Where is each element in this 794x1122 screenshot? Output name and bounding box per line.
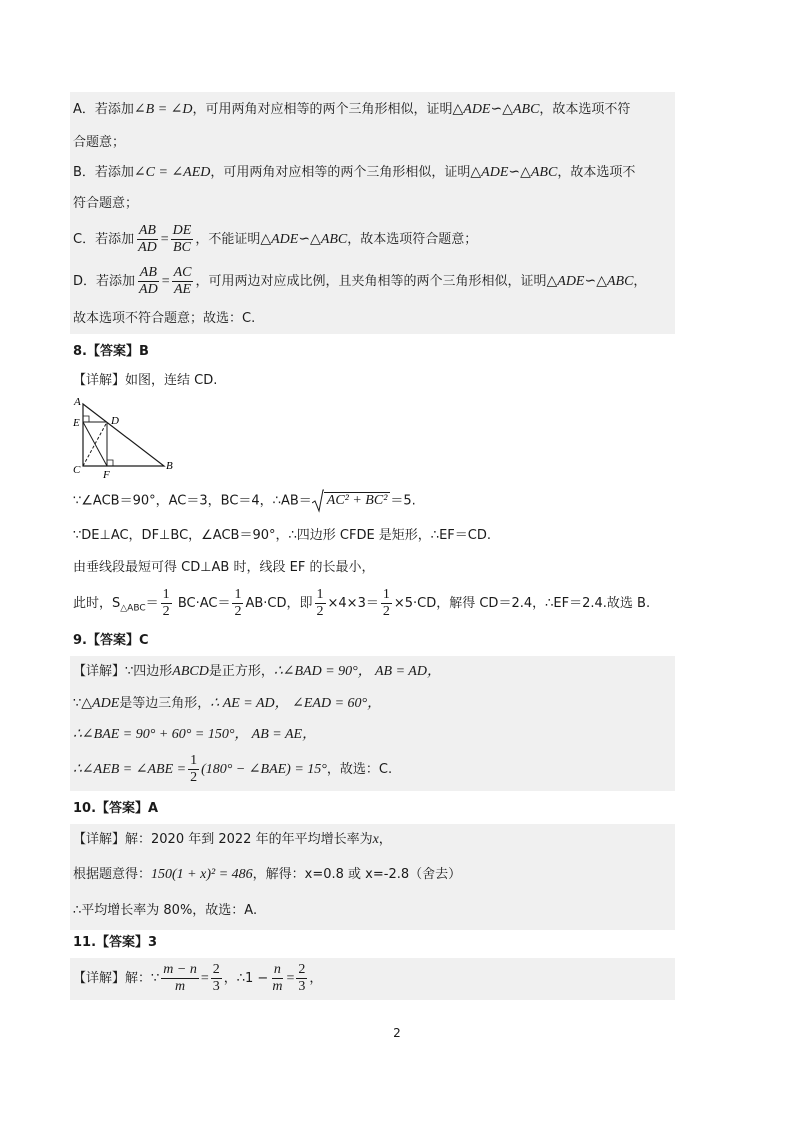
fraction: $\frac{AB}{AD}$ [138, 223, 157, 255]
label-f: F [103, 469, 110, 480]
fraction: $\frac{AC}{AE}$ [173, 265, 192, 297]
q9-line-4: ∴∠AEB = ∠ABE = $\frac{1}{2}$ (180° − ∠BAE) = 15°，故选：C. [73, 753, 393, 785]
sqrt-icon: AC² + BC² [312, 487, 391, 515]
q8-triangle-figure [70, 395, 180, 480]
q11-answer-header: 11.【答案】3 [73, 935, 158, 950]
q8-line-4: 此时，$S_{\triangle ABC}=$ $\frac{1}{2}$ BC·AC＝ $\frac{1}{2}$ AB·CD，即 $\frac{1}{2}$ ×4×3＝ $\frac{1}{2}$ ×5·CD，解得 CD＝2.4，∴EF＝2.4.故选 B. [73, 587, 651, 619]
q10-line-2: 根据题意得：150(1 + x)² = 486，解得：x=0.8 或 x=-2.8（舍去） [73, 867, 462, 882]
fraction: $\frac{2}{3}$ [298, 962, 306, 994]
fraction: $\frac{AB}{AD}$ [139, 265, 158, 297]
q11-line-1: 【详解】解：∵ $\frac{m - n}{m}$ = $\frac{2}{3}$ ，∴1 − $\frac{n}{m}$ = $\frac{2}{3}$ ， [73, 962, 323, 994]
q7-option-d: D．若添加 $\frac{AB}{AD}$ = $\frac{AC}{AE}$ ，可用两边对应成比例，且夹角相等的两个三角形相似，证明△ADE∽△ABC， [73, 265, 647, 297]
fraction: $\frac{m - n}{m}$ [163, 962, 197, 994]
fraction: $\frac{2}{3}$ [212, 962, 220, 994]
q7-option-d-cont: 故本选项不符合题意；故选：C. [73, 311, 256, 326]
q7-option-c: C．若添加 $\frac{AB}{AD}$ = $\frac{DE}{BC}$ ，不能证明△ADE∽△ABC，故本选项符合题意； [73, 223, 478, 255]
q10-answer-header: 10.【答案】A [73, 801, 159, 816]
q9-line-3: ∴∠BAE = 90° + 60° = 150°， AB = AE， [73, 727, 317, 742]
label-b: B [166, 460, 173, 472]
q8-line-3: 由垂线段最短可得 CD⊥AB 时，线段 EF 的长最小， [73, 560, 375, 575]
page-number: 2 [393, 1026, 401, 1040]
q9-line-1: 【详解】∵四边形ABCD是正方形，∴∠BAD = 90°， AB = AD， [73, 664, 441, 679]
label-a: A [74, 396, 81, 408]
fraction: $\frac{1}{2}$ [382, 587, 390, 619]
q9-line-2: ∵△ADE是等边三角形，∴ AE = AD， ∠EAD = 60°， [73, 696, 382, 711]
q8-detail: 【详解】如图，连结 CD. [73, 373, 218, 388]
fraction: $\frac{n}{m}$ [272, 962, 283, 994]
fraction: $\frac{DE}{BC}$ [172, 223, 192, 255]
q10-line-1: 【详解】解：2020 年到 2022 年的年平均增长率为x， [73, 832, 392, 847]
q8-line-1: ∵∠ACB＝90°，AC＝3，BC＝4，∴AB＝ AC² + BC² ＝5. [73, 487, 416, 516]
q7-option-b-cont: 符合题意； [73, 196, 139, 211]
label-d: D [111, 415, 119, 427]
label-c: C [73, 464, 81, 476]
q8-answer-header: 8.【答案】B [73, 344, 149, 359]
q9-answer-header: 9.【答案】C [73, 633, 149, 648]
q8-line-2: ∵DE⊥AC，DF⊥BC，∠ACB＝90°，∴四边形 CFDE 是矩形，∴EF＝CD. [73, 528, 491, 543]
label-e: E [73, 417, 80, 429]
q7-option-a-cont: 合题意； [73, 135, 126, 150]
fraction: $\frac{1}{2}$ [162, 587, 170, 619]
fraction: $\frac{1}{2}$ [190, 753, 198, 785]
q7-option-b: B．若添加∠C = ∠AED，可用两角对应相等的两个三角形相似，证明△ADE∽△ABC，故本选项不 [73, 165, 636, 180]
q10-line-3: ∴平均增长率为 80%，故选：A. [73, 903, 258, 918]
q7-option-a: A．若添加∠B = ∠D，可用两角对应相等的两个三角形相似，证明△ADE∽△ABC，故本选项不符 [73, 102, 631, 117]
fraction: $\frac{1}{2}$ [234, 587, 242, 619]
fraction: $\frac{1}{2}$ [316, 587, 324, 619]
